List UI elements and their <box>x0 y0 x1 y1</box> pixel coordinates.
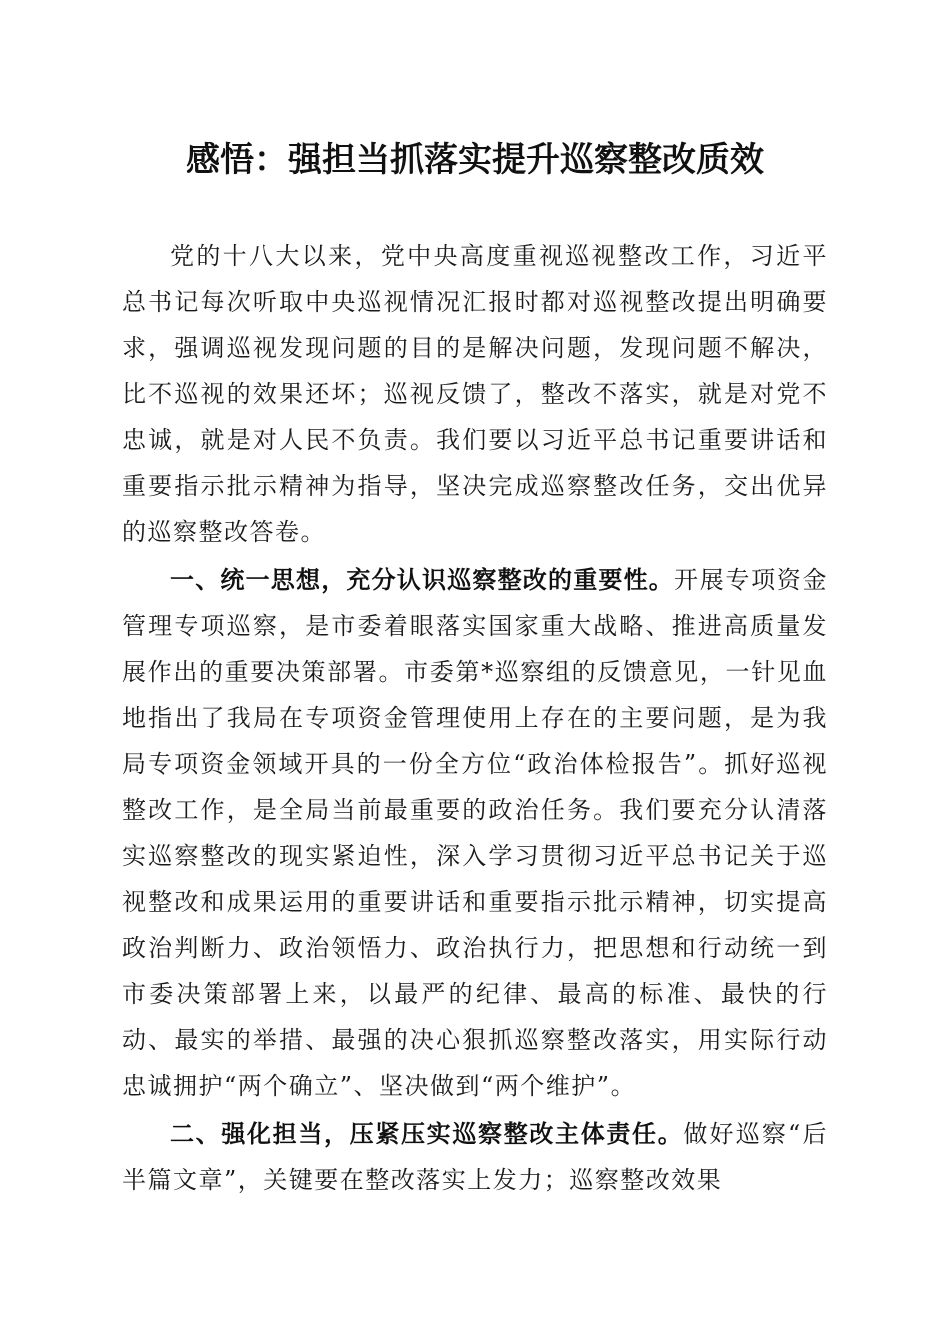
paragraph-text: 党的十八大以来，党中央高度重视巡视整改工作，习近平总书记每次听取中央巡视情况汇报时都对巡视整改提出明确要求，强调巡视发现问题的目的是解决问题，发现问题不解决，比不巡视的效果还坏；巡视反馈了，整改不落实，就是对党不忠诚，就是对人民不负责。我们要以习近平总书记重要讲话和重要指示批示精神为指导，坚决完成巡察整改任务，交出优异的巡察整改答卷。 <box>122 242 828 546</box>
section-2-heading: 二、强化担当，压紧压实巡察整改主体责任。 <box>170 1120 684 1148</box>
paragraph-section-2 <box>122 1111 828 1203</box>
paragraph-text: 开展专项资金管理专项巡察，是市委着眼落实国家重大战略、推进高质量发展作出的重要决策部署。市委第*巡察组的反馈意见，一针见血地指出了我局在专项资金管理使用上存在的主要问题，是为我局专项资金领域开具的一份全方位“政治体检报告”。抓好巡视整改工作，是全局当前最重要的政治任务。我们要充分认清落实巡察整改的现实紧迫性，深入学习贯彻习近平总书记关于巡视整改和成果运用的重要讲话和重要指示批示精神，切实提高政治判断力、政治领悟力、政治执行力，把思想和行动统一到市委决策部署上来，以最严的纪律、最高的标准、最快的行动、最实的举措、最强的决心狠抓巡察整改落实，用实际行动忠诚拥护“两个确立”、坚决做到“两个维护”。 <box>122 566 828 1100</box>
paragraph-text: 做好巡察“后半篇文章”，关键要在整改落实上发力；巡察整改效果 <box>122 1120 828 1194</box>
paragraph-intro <box>122 233 828 555</box>
document-body <box>122 233 828 1205</box>
paragraph-section-1 <box>122 557 828 1109</box>
section-1-heading: 一、统一思想，充分认识巡察整改的重要性。 <box>170 566 674 594</box>
document-title: 感悟：强担当抓落实提升巡察整改质效 <box>186 140 764 180</box>
